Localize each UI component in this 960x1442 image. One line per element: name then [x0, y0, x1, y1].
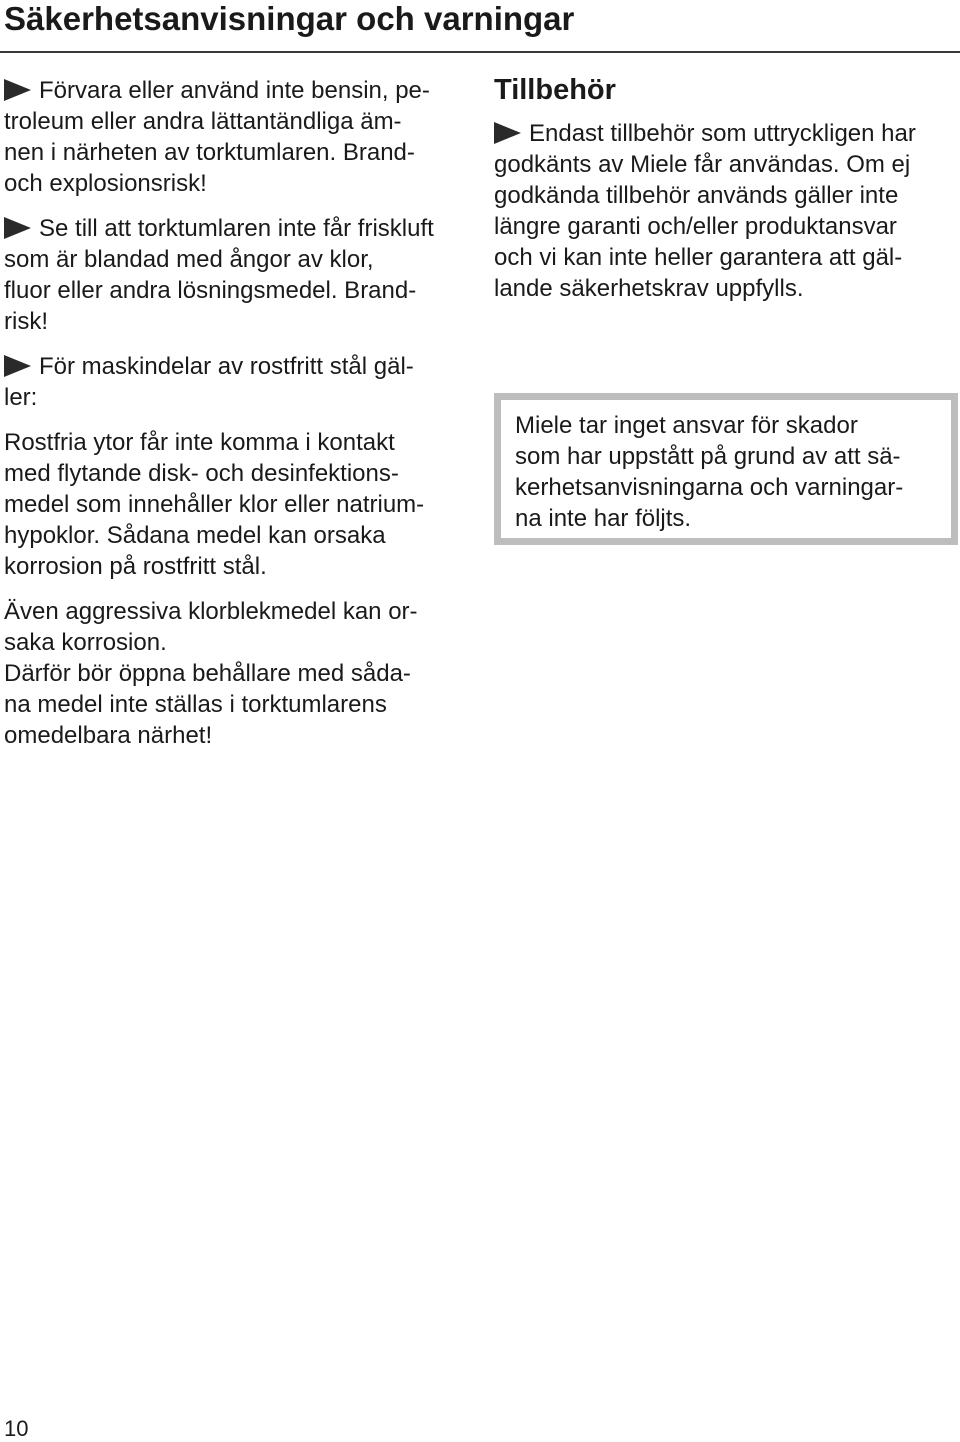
paragraph-line: saka korrosion.	[4, 629, 167, 656]
warning-line: och explosionsrisk!	[4, 170, 207, 197]
note-line: na inte har följts.	[515, 505, 692, 532]
warning-item	[4, 351, 466, 413]
page-number: 10	[4, 1416, 29, 1441]
paragraph-line: na medel inte ställas i torktumlarens	[4, 691, 387, 718]
left-column	[4, 75, 466, 751]
warning-line: som är blandad med ångor av klor,	[4, 246, 374, 273]
warning-line: godkänts av Miele får användas. Om ej	[494, 151, 911, 178]
page-title: Säkerhetsanvisningar och varningar	[4, 0, 575, 37]
warning-line: risk!	[4, 308, 48, 335]
liability-note-text	[515, 410, 903, 534]
warning-line: Se till att torktumlaren inte får friskluft	[4, 213, 466, 244]
accessory-warning-item	[494, 118, 956, 304]
warning-line: längre garanti och/eller produktansvar	[494, 213, 897, 240]
warning-item	[4, 75, 466, 199]
title-divider	[0, 51, 960, 53]
note-line: Miele tar inget ansvar för skador	[515, 412, 858, 439]
body-paragraph	[4, 427, 466, 582]
paragraph-line: Därför bör öppna behållare med såda-	[4, 660, 411, 687]
warning-line: godkända tillbehör används gäller inte	[494, 182, 899, 209]
warning-line: troleum eller andra lättantändliga äm-	[4, 108, 402, 135]
paragraph-line: hypoklor. Sådana medel kan orsaka	[4, 522, 386, 549]
paragraph-line: korrosion på rostfritt stål.	[4, 553, 267, 580]
paragraph-line: med flytande disk- och desinfektions-	[4, 460, 399, 487]
warning-line: ler:	[4, 384, 38, 411]
arrow-bullet-icon	[4, 79, 31, 101]
paragraph-line: omedelbara närhet!	[4, 722, 213, 749]
warning-line: Förvara eller använd inte bensin, pe-	[4, 75, 466, 106]
warning-item	[4, 213, 466, 337]
body-paragraph	[4, 596, 466, 751]
warning-line: nen i närheten av torktumlaren. Brand-	[4, 139, 415, 166]
section-heading-accessories: Tillbehör	[494, 74, 616, 106]
liability-note-box	[494, 393, 958, 545]
arrow-bullet-icon	[4, 355, 31, 377]
paragraph-line: medel som innehåller klor eller natrium-	[4, 491, 425, 518]
warning-line: och vi kan inte heller garantera att gäl-	[494, 244, 903, 271]
arrow-bullet-icon	[494, 122, 521, 144]
paragraph-line: Rostfria ytor får inte komma i kontakt	[4, 429, 395, 456]
warning-line: fluor eller andra lösningsmedel. Brand-	[4, 277, 417, 304]
right-column	[494, 70, 956, 304]
warning-line: lande säkerhetskrav uppfylls.	[494, 275, 804, 302]
note-line: kerhetsanvisningarna och varningar-	[515, 474, 904, 501]
arrow-bullet-icon	[4, 217, 31, 239]
note-line: som har uppstått på grund av att sä-	[515, 443, 901, 470]
warning-line: För maskindelar av rostfritt stål gäl-	[4, 351, 466, 382]
paragraph-line: Även aggressiva klorblekmedel kan or-	[4, 598, 418, 625]
warning-line: Endast tillbehör som uttryckligen har	[494, 118, 956, 149]
